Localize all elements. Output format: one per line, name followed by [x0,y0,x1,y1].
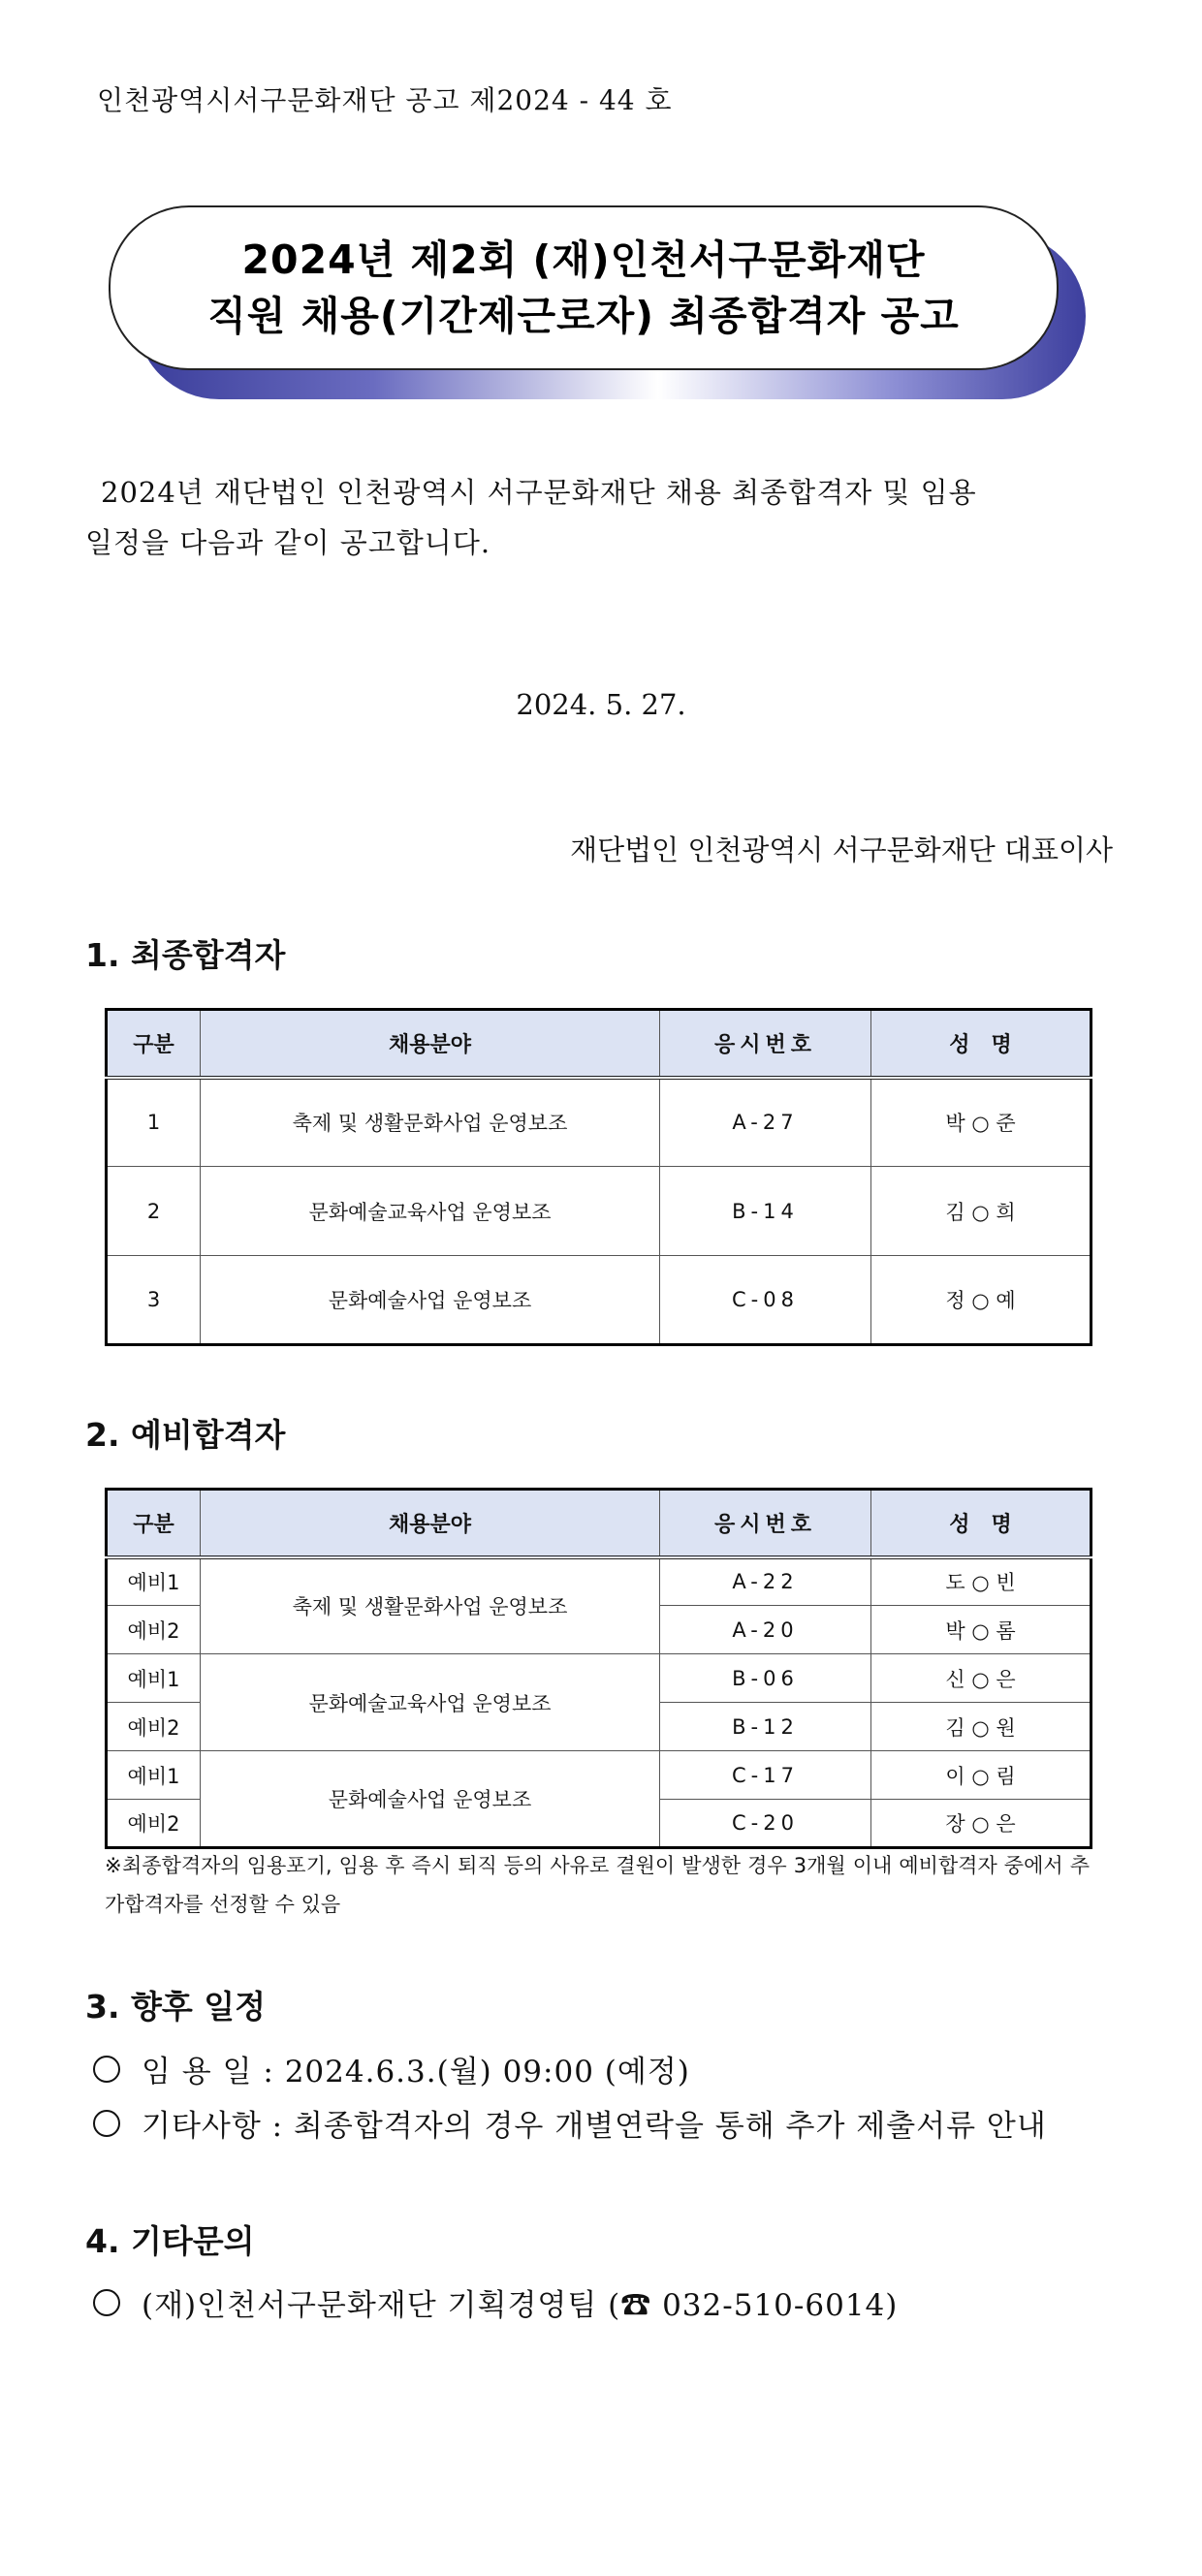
header-exam-number: 응시번호 [660,1010,871,1078]
title-banner [109,205,1086,399]
row-rank: 예비1 [107,1557,201,1606]
row-field: 문화예술교육사업 운영보조 [201,1654,660,1751]
header-name: 성 명 [871,1490,1091,1557]
row-field: 문화예술교육사업 운영보조 [201,1167,660,1256]
row-rank: 예비2 [107,1800,201,1848]
table-row [107,1557,1091,1606]
row-exam-number: A-27 [660,1078,871,1167]
row-name: 박 ○ 롬 [871,1606,1091,1654]
intro-paragraph [85,467,1093,568]
row-exam-number: B-06 [660,1654,871,1703]
row-name: 김 ○ 원 [871,1703,1091,1751]
issuer: 재단법인 인천광역시 서구문화재단 대표이사 [570,833,1113,866]
row-exam-number: B-12 [660,1703,871,1751]
circle-bullet-icon [93,2110,120,2137]
table-row [107,1256,1091,1345]
reserve-note: ※최종합격자의 임용포기, 임용 후 즉시 퇴직 등의 사유로 결원이 발생한 경우 3개월 이내 예비합격자 중에서 추가합격자를 선정할 수 있음 [105,1854,1090,1916]
contact-text: (재)인천서구문화재단 기획경영팀 (☎ 032-510-6014) [142,2288,899,2323]
row-exam-number: C-20 [660,1800,871,1848]
row-exam-number: A-22 [660,1557,871,1606]
row-field: 축제 및 생활문화사업 운영보조 [201,1078,660,1167]
header-category: 구분 [107,1010,201,1078]
header-exam-number: 응시번호 [660,1490,871,1557]
table-header-row [107,1010,1091,1078]
row-number: 3 [107,1256,201,1345]
schedule-item-text: 임 용 일 : 2024.6.3.(월) 09:00 (예정) [142,2055,690,2089]
section3-heading: 3. 향후 일정 [85,1988,266,2026]
title-box [109,205,1059,370]
intro-line-1: 2024년 재단법인 인천광역시 서구문화재단 채용 최종합격자 및 임용 [101,476,977,509]
row-name: 이 ○ 림 [871,1751,1091,1800]
row-field: 문화예술사업 운영보조 [201,1256,660,1345]
schedule-item [93,2047,690,2090]
row-rank: 예비2 [107,1606,201,1654]
schedule-item-text: 기타사항 : 최종합격자의 경우 개별연락을 통해 추가 제출서류 안내 [142,2109,1047,2144]
row-exam-number: C-17 [660,1751,871,1800]
circle-bullet-icon [93,2056,120,2083]
row-exam-number: B-14 [660,1167,871,1256]
header-field: 채용분야 [201,1490,660,1557]
section4-heading: 4. 기타문의 [85,2222,255,2260]
row-number: 2 [107,1167,201,1256]
row-name: 박 ○ 준 [871,1078,1091,1167]
row-field: 축제 및 생활문화사업 운영보조 [201,1557,660,1654]
table-row [107,1078,1091,1167]
notice-date: 2024. 5. 27. [516,688,686,721]
circle-bullet-icon [93,2289,120,2316]
row-number: 1 [107,1078,201,1167]
row-name: 정 ○ 예 [871,1256,1091,1345]
title-line-2: 직원 채용(기간제근로자) 최종합격자 공고 [207,293,960,339]
row-name: 김 ○ 희 [871,1167,1091,1256]
reserve-pass-table [105,1488,1092,1849]
row-name: 도 ○ 빈 [871,1557,1091,1606]
header-name: 성 명 [871,1010,1091,1078]
row-exam-number: C-08 [660,1256,871,1345]
section2-heading: 2. 예비합격자 [85,1416,286,1454]
row-name: 장 ○ 은 [871,1800,1091,1848]
notice-number: 인천광역시서구문화재단 공고 제2024 - 44 호 [97,84,673,116]
header-category: 구분 [107,1490,201,1557]
schedule-item [93,2101,1047,2145]
contact-item [93,2280,898,2324]
row-name: 신 ○ 은 [871,1654,1091,1703]
row-field: 문화예술사업 운영보조 [201,1751,660,1848]
table-row [107,1167,1091,1256]
table-header-row [107,1490,1091,1557]
row-exam-number: A-20 [660,1606,871,1654]
header-field: 채용분야 [201,1010,660,1078]
table-row [107,1751,1091,1800]
row-rank: 예비2 [107,1703,201,1751]
row-rank: 예비1 [107,1654,201,1703]
title-line-1: 2024년 제2회 (재)인천서구문화재단 [241,236,926,283]
section1-heading: 1. 최종합격자 [85,936,286,974]
row-rank: 예비1 [107,1751,201,1800]
intro-line-2: 일정을 다음과 같이 공고합니다. [85,526,491,559]
final-pass-table [105,1008,1092,1346]
table-row [107,1654,1091,1703]
